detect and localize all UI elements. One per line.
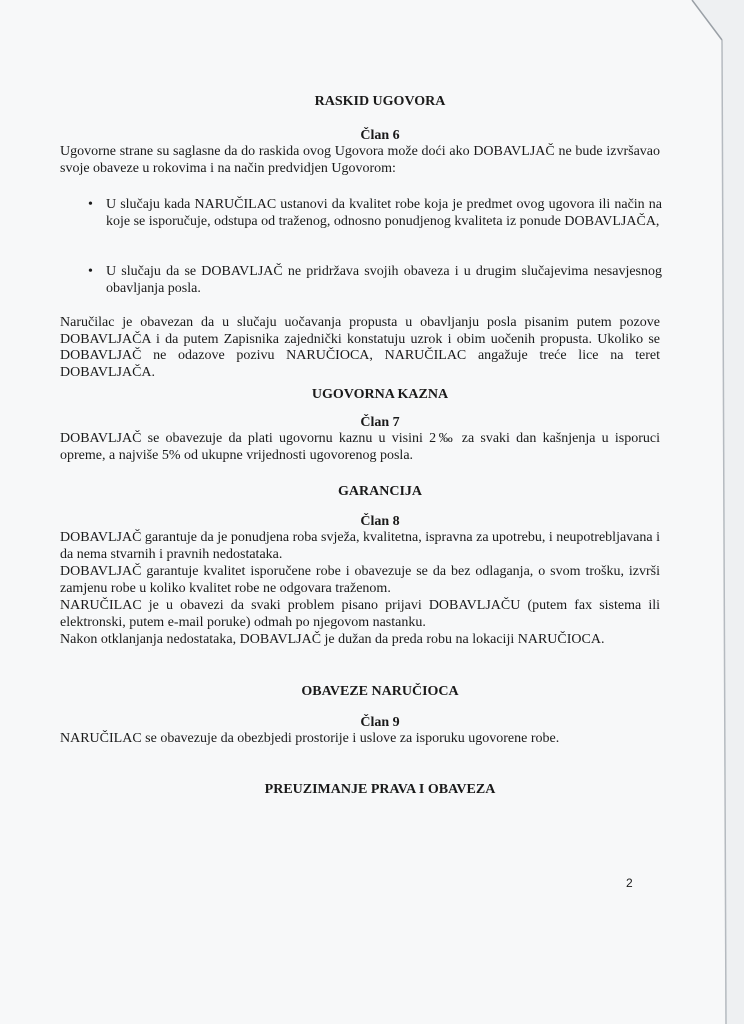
- article-8-paragraph-1: DOBAVLJAČ garantuje da je ponudjena roba svježa, kvalitetna, ispravna za upotrebu, i neupotrebljavana i da nema stvarnih i pravnih nedostataka.: [60, 530, 660, 562]
- article-6-outro: Naručilac je obavezan da u slučaju uočavanja propusta u obavljanju posla pisanim putem pozove DOBAVLJAČA i da putem Zapisnika zajednički konstatuju uzrok i obim uočenih propusta. Ukoliko se DOBAVLJAČ ne odazove pozivu NARUČIOCA, NARUČILAC angažuje treće lice na teret DOBAVLJAČA.: [60, 315, 660, 380]
- article-7-text: DOBAVLJAČ se obavezuje da plati ugovornu kaznu u visini 2‰ za svaki dan kašnjenja u isporuci opreme, a najviše 5% od ukupne vrijednosti ugovorenog posla.: [60, 431, 660, 463]
- bullet-icon: •: [88, 264, 93, 279]
- article-title-6: Član 6: [360, 128, 400, 143]
- page-number: 2: [626, 876, 633, 890]
- bullet-icon: •: [88, 197, 93, 212]
- section-title-raskid: RASKID UGOVORA: [314, 94, 446, 109]
- article-6-intro: Ugovorne strane su saglasne da do raskida ovog Ugovora može doći ako DOBAVLJAČ ne bude izvršavao svoje obaveze u rokovima i na način predvidjen Ugovorom:: [60, 144, 660, 176]
- section-title-kazna: UGOVORNA KAZNA: [311, 387, 449, 402]
- article-title-7: Član 7: [360, 415, 400, 430]
- article-title-9: Član 9: [360, 715, 400, 730]
- article-8-paragraph-4: Nakon otklanjanja nedostataka, DOBAVLJAČ je dužan da preda robu na lokaciji NARUČIOCA.: [60, 632, 605, 647]
- section-title-obaveze: OBAVEZE NARUČIOCA: [301, 684, 459, 699]
- section-title-garancija: GARANCIJA: [338, 484, 422, 499]
- article-9-text: NARUČILAC se obavezuje da obezbjedi prostorije i uslove za isporuku ugovorene robe.: [60, 731, 560, 746]
- article-8-paragraph-3: NARUČILAC je u obavezi da svaki problem pisano prijavi DOBAVLJAČU (putem fax sistema ili elektronski, putem e-mail poruke) odmah po njegovom nastanku.: [60, 598, 660, 630]
- article-8-paragraph-2: DOBAVLJAČ garantuje kvalitet isporučene robe i obavezuje se da bez odlaganja, o svom trošku, izvrši zamjenu robe u koliko kvalitet robe ne odgovara traženom.: [60, 564, 660, 596]
- article-6-bullet-1: U slučaju kada NARUČILAC ustanovi da kvalitet robe koja je predmet ovog ugovora ili način na koje se isporučuje, odstupa od traženog, odnosno ponudjenog kvaliteta iz ponude DOBAVLJAČA,: [106, 197, 662, 229]
- article-6-bullet-2: U slučaju da se DOBAVLJAČ ne pridržava svojih obaveza i u drugim slučajevima nesavjesnog obavljanja posla.: [106, 264, 662, 296]
- section-title-preuzimanje: PREUZIMANJE PRAVA I OBAVEZA: [264, 782, 496, 797]
- article-title-8: Član 8: [360, 514, 400, 529]
